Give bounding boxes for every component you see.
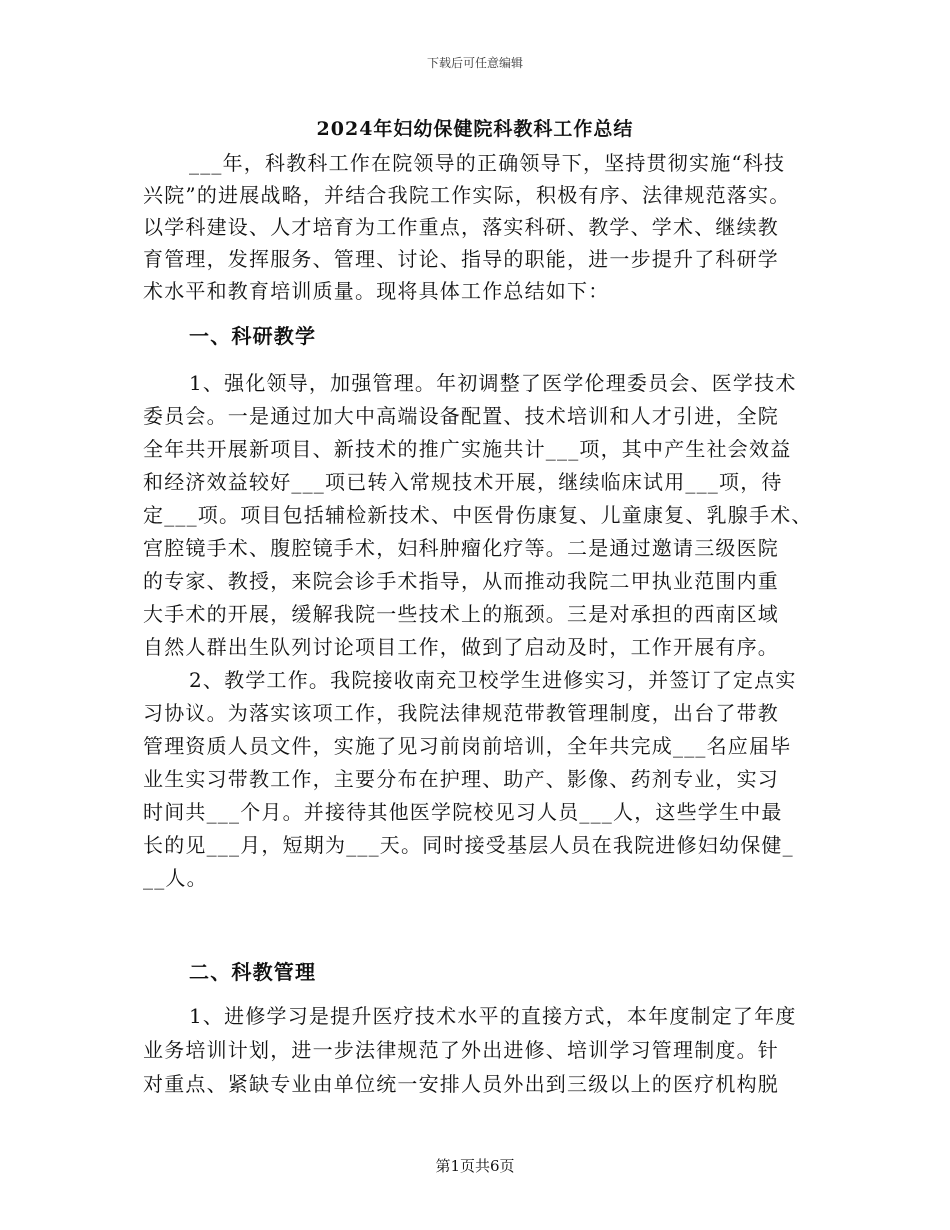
body-line: 委员会。一是通过加大中高端设备配置、技术培训和人才引进，全院 xyxy=(143,404,779,428)
body-line: 术水平和教育培训质量。现将具体工作总结如下： xyxy=(143,279,610,303)
body-line: 以学科建设、人才培育为工作重点，落实科研、教学、学术、继续教 xyxy=(143,215,779,239)
body-line: 和经济效益较好___项已转入常规技术开展，继续临床试用___项，待 xyxy=(143,470,783,494)
body-line: __人。 xyxy=(143,866,208,890)
header-note: 下载后可任意编辑 xyxy=(426,56,523,70)
body-line: 全年共开展新项目、新技术的推广实施共计___项，其中产生社会效益 xyxy=(143,437,792,461)
body-line: ___年，科教科工作在院领导的正确领导下，坚持贯彻实施“科技 xyxy=(189,151,786,175)
body-line: 1、进修学习是提升医疗技术水平的直接方式，本年度制定了年度 xyxy=(189,1004,797,1028)
body-line: 业务培训计划，进一步法律规范了外出进修、培训学习管理制度。针 xyxy=(143,1038,779,1062)
section-heading: 二、科教管理 xyxy=(189,960,317,984)
page-number: 第1页共6页 xyxy=(435,1157,515,1175)
body-line: 自然人群出生队列讨论项目工作，做到了启动及时，工作开展有序。 xyxy=(143,635,779,659)
body-line: 2、教学工作。我院接收南充卫校学生进修实习，并签订了定点实 xyxy=(189,668,797,692)
body-line: 兴院”的进展战略，并结合我院工作实际，积极有序、法律规范落实。 xyxy=(143,183,791,207)
body-line: 习协议。为落实该项工作，我院法律规范带教管理制度，出台了带教 xyxy=(143,701,779,725)
body-line: 定___项。项目包括辅检新技术、中医骨伤康复、儿童康复、乳腺手术、 xyxy=(143,503,813,527)
body-line: 1、强化领导，加强管理。年初调整了医学伦理委员会、医学技术 xyxy=(189,371,797,395)
body-line: 大手术的开展，缓解我院一些技术上的瓶颈。三是对承担的西南区域 xyxy=(143,602,779,626)
body-line: 育管理，发挥服务、管理、讨论、指导的职能，进一步提升了科研学 xyxy=(143,247,779,271)
body-line: 业生实习带教工作，主要分布在护理、助产、影像、药剂专业，实习 xyxy=(143,767,779,791)
body-line: 的专家、教授，来院会诊手术指导，从而推动我院二甲执业范围内重 xyxy=(143,569,779,593)
section-heading: 一、科研教学 xyxy=(189,324,317,348)
body-line: 管理资质人员文件，实施了见习前岗前培训，全年共完成___名应届毕 xyxy=(143,734,792,758)
document-title: 2024年妇幼保健院科教科工作总结 xyxy=(316,118,634,140)
body-line: 对重点、紧缺专业由单位统一安排人员外出到三级以上的医疗机构脱 xyxy=(143,1072,779,1096)
body-line: 宫腔镜手术、腹腔镜手术，妇科肿瘤化疗等。二是通过邀请三级医院 xyxy=(143,536,779,560)
body-line: 长的见___月，短期为___天。同时接受基层人员在我院进修妇幼保健_ xyxy=(143,833,794,857)
body-line: 时间共___个月。并接待其他医学院校见习人员___人，这些学生中最 xyxy=(143,800,783,824)
